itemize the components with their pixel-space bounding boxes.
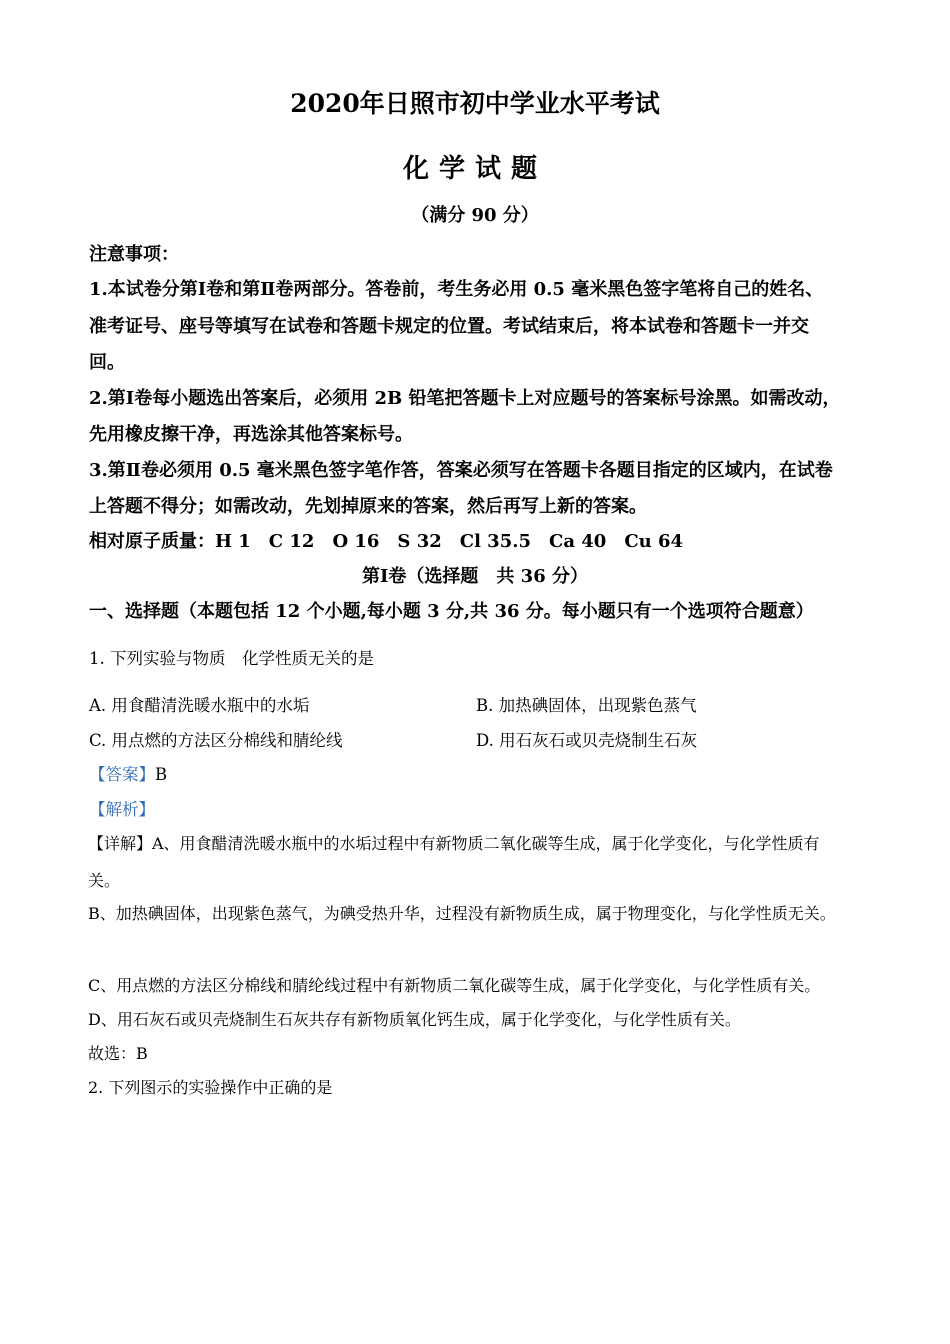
answer-value: B (155, 765, 168, 784)
notice-heading: 注意事项： (89, 244, 179, 265)
option-b: B. 加热碘固体，出现紫色蒸气 (476, 696, 697, 715)
answer-line (89, 767, 167, 784)
option-c: C. 用点燃的方法区分棉线和腈纶线 (89, 731, 343, 750)
notice-line: 上答题不得分；如需改动，先划掉原来的答案，然后再写上新的答案。 (89, 496, 647, 517)
notice-line: 回。 (89, 352, 125, 373)
question-2-stem: 2. 下列图示的实验操作中正确的是 (88, 1078, 333, 1097)
atomic-mass-line: 相对原子质量：H 1 C 12 O 16 S 32 Cl 35.5 Ca 40 Cu 64 (89, 531, 684, 552)
section-title: 一、选择题（本题包括 12 个小题,每小题 3 分,共 36 分。每小题只有一个选项符合题意） (89, 601, 814, 622)
explanation-line: D、用石灰石或贝壳烧制生石灰共存有新物质氧化钙生成，属于化学变化，与化学性质有关。 (88, 1010, 741, 1029)
option-d: D. 用石灰石或贝壳烧制生石灰 (476, 731, 698, 750)
notice-line: 2.第Ⅰ卷每小题选出答案后，必须用 2B 铅笔把答题卡上对应题号的答案标号涂黑。如需改动， (89, 388, 841, 409)
exam-title: 2020年日照市初中学业水平考试 (290, 89, 660, 118)
explanation-line: 关。 (88, 871, 121, 890)
subject-title: 化学试题 (402, 154, 547, 184)
part1-heading: 第Ⅰ卷（选择题 共 36 分） (361, 566, 588, 587)
explanation-line: 【详解】A、用食醋清洗暖水瓶中的水垢过程中有新物质二氧化碳等生成，属于化学变化，与化学性质有 (88, 834, 820, 853)
answer-tag: 【答案】 (89, 765, 155, 784)
notice-line: 先用橡皮擦干净，再选涂其他答案标号。 (89, 424, 413, 445)
notice-line: 3.第Ⅱ卷必须用 0.5 毫米黑色签字笔作答，答案必须写在答题卡各题目指定的区域内，在试卷 (89, 460, 833, 481)
analysis-tag: 【解析】 (89, 800, 155, 819)
full-score: （满分 90 分） (411, 205, 539, 226)
notice-line: 1.本试卷分第Ⅰ卷和第Ⅱ卷两部分。答卷前，考生务必用 0.5 毫米黑色签字笔将自己的姓名、 (89, 279, 824, 300)
option-a: A. 用食醋清洗暖水瓶中的水垢 (89, 696, 310, 715)
conclusion-line: 故选：B (88, 1044, 148, 1063)
explanation-line: B、加热碘固体，出现紫色蒸气，为碘受热升华，过程没有新物质生成，属于物理变化，与化学性质无关。 (88, 904, 836, 923)
notice-line: 准考证号、座号等填写在试卷和答题卡规定的位置。考试结束后，将本试卷和答题卡一并交 (89, 316, 809, 337)
question-1-stem: 1. 下列实验与物质 化学性质无关的是 (89, 649, 374, 668)
explanation-line: C、用点燃的方法区分棉线和腈纶线过程中有新物质二氧化碳等生成，属于化学变化，与化学性质有关。 (88, 976, 821, 995)
